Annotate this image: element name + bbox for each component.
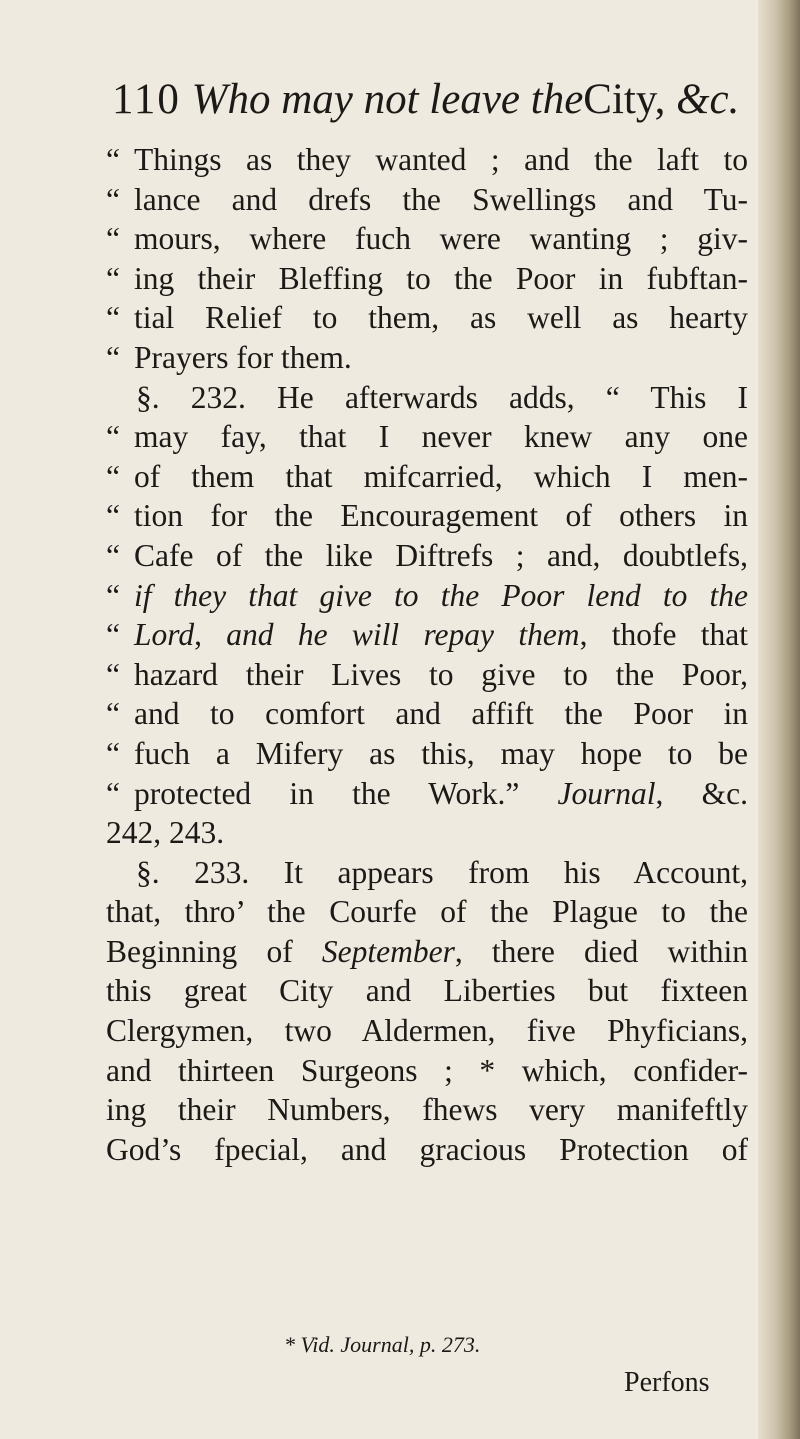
running-header — [112, 70, 752, 130]
quote-mark: “ — [106, 696, 120, 732]
italic-segment: and he will repay them — [226, 617, 580, 653]
line-text — [136, 853, 748, 893]
line-text — [106, 1130, 748, 1170]
page-number: 110 — [112, 76, 181, 123]
quote-mark: “ — [106, 498, 120, 534]
text-segment: of them that mifcarried, which I men- — [134, 458, 748, 494]
line-text — [134, 655, 748, 695]
quote-mark: “ — [106, 458, 120, 494]
catchword: Perfons — [624, 1367, 710, 1398]
text-segment: lance and drefs the Swellings and Tu- — [134, 181, 748, 217]
line-text — [134, 180, 748, 220]
text-line — [106, 378, 748, 418]
italic-segment: Lord — [134, 617, 195, 653]
line-text — [134, 219, 748, 259]
line-text — [134, 576, 748, 616]
line-text — [134, 734, 748, 774]
text-line — [106, 1011, 748, 1051]
quote-mark — [106, 378, 136, 418]
text-segment: protected in the Work.” — [134, 775, 558, 811]
text-segment: this great City and Liberties but fixteen — [106, 973, 748, 1009]
line-text — [106, 1090, 748, 1130]
text-line — [106, 219, 748, 259]
text-line — [106, 1130, 748, 1170]
text-line — [106, 971, 748, 1011]
quote-mark — [106, 853, 136, 893]
line-text — [134, 496, 748, 536]
text-segment: 242, 243. — [106, 815, 225, 851]
text-line — [106, 615, 748, 655]
text-line — [106, 536, 748, 576]
body-text — [106, 140, 748, 1169]
text-segment: hazard their Lives to give to the Poor, — [134, 656, 748, 692]
text-segment: that, thro’ the Courfe of the Plague to the — [106, 894, 748, 930]
text-line — [106, 1090, 748, 1130]
text-segment: Cafe of the like Diftrefs ; and, doubtlefs, — [134, 537, 748, 573]
line-text — [106, 892, 748, 932]
running-title-etc: &c. — [676, 76, 740, 123]
quote-mark: “ — [106, 577, 120, 613]
text-segment: §. 233. It appears from his Account, — [136, 854, 748, 890]
text-line — [106, 140, 748, 180]
text-line — [106, 298, 748, 338]
text-segment: §. 232. He afterwards adds, “ This I — [136, 379, 748, 415]
line-text — [134, 694, 748, 734]
running-title-roman: City, — [583, 76, 666, 123]
italic-segment: if they that give to the Poor lend to the — [134, 577, 748, 613]
line-text — [134, 417, 748, 457]
text-line — [106, 892, 748, 932]
text-line — [106, 180, 748, 220]
italic-segment: Journal — [557, 775, 656, 811]
text-line — [106, 734, 748, 774]
page-edge-shadow — [758, 0, 800, 1439]
text-segment: Clergymen, two Aldermen, five Phyficians, — [106, 1013, 748, 1049]
text-segment: Beginning of — [106, 933, 322, 969]
quote-mark: “ — [106, 181, 120, 217]
text-segment: Things as they wanted ; and the laft to — [134, 142, 748, 177]
text-segment: ing their Bleffing to the Poor in fubftan- — [134, 260, 748, 296]
line-text — [106, 1051, 748, 1091]
line-text — [134, 615, 748, 655]
text-line — [106, 694, 748, 734]
text-line — [106, 655, 748, 695]
quote-mark: “ — [106, 419, 120, 455]
text-line — [106, 417, 748, 457]
line-text — [106, 1011, 748, 1051]
text-segment: , there died within — [454, 933, 748, 969]
text-segment: tion for the Encouragement of others in — [134, 498, 748, 534]
text-segment: , — [194, 617, 227, 653]
italic-segment: September — [321, 933, 455, 969]
line-text — [134, 338, 748, 378]
text-line — [106, 853, 748, 893]
line-text — [134, 298, 748, 338]
line-text — [106, 971, 748, 1011]
text-segment: may fay, that I never knew any one — [134, 419, 748, 455]
line-text — [134, 259, 748, 299]
quote-mark: “ — [106, 617, 120, 653]
text-segment: , &c. — [655, 775, 748, 811]
text-line — [106, 813, 748, 853]
text-segment: ing their Numbers, fhews very manifeftly — [106, 1092, 748, 1128]
text-line — [106, 576, 748, 616]
line-text — [106, 813, 748, 853]
text-segment: and to comfort and affift the Poor in — [134, 696, 748, 732]
quote-mark: “ — [106, 142, 120, 177]
line-text — [134, 140, 748, 180]
line-text — [134, 774, 748, 814]
text-line — [106, 774, 748, 814]
text-segment: , thofe that — [579, 617, 749, 653]
line-text — [136, 378, 748, 418]
quote-mark: “ — [106, 300, 120, 336]
footnote: * Vid. Journal, p. 273. — [284, 1332, 481, 1357]
text-segment: Prayers for them. — [134, 339, 352, 375]
line-text — [134, 457, 748, 497]
running-title-italic: Who may not leave the — [191, 76, 584, 123]
text-line — [106, 932, 748, 972]
text-line — [106, 338, 748, 378]
line-text — [106, 932, 748, 972]
line-text — [134, 536, 748, 576]
text-line — [106, 496, 748, 536]
quote-mark: “ — [106, 339, 120, 375]
text-segment: tial Relief to them, as well as hearty — [134, 300, 748, 336]
text-segment: God’s fpecial, and gracious Protection of — [106, 1131, 748, 1167]
text-line — [106, 259, 748, 299]
quote-mark: “ — [106, 735, 120, 771]
text-segment: mours, where fuch were wanting ; giv- — [134, 221, 748, 257]
quote-mark: “ — [106, 221, 120, 257]
quote-mark: “ — [106, 537, 120, 573]
text-segment: fuch a Mifery as this, may hope to be — [134, 735, 748, 771]
text-line — [106, 1051, 748, 1091]
text-line — [106, 457, 748, 497]
quote-mark: “ — [106, 260, 120, 296]
quote-mark: “ — [106, 775, 120, 811]
quote-mark: “ — [106, 656, 120, 692]
text-segment: and thirteen Surgeons ; * which, confider- — [106, 1052, 748, 1088]
